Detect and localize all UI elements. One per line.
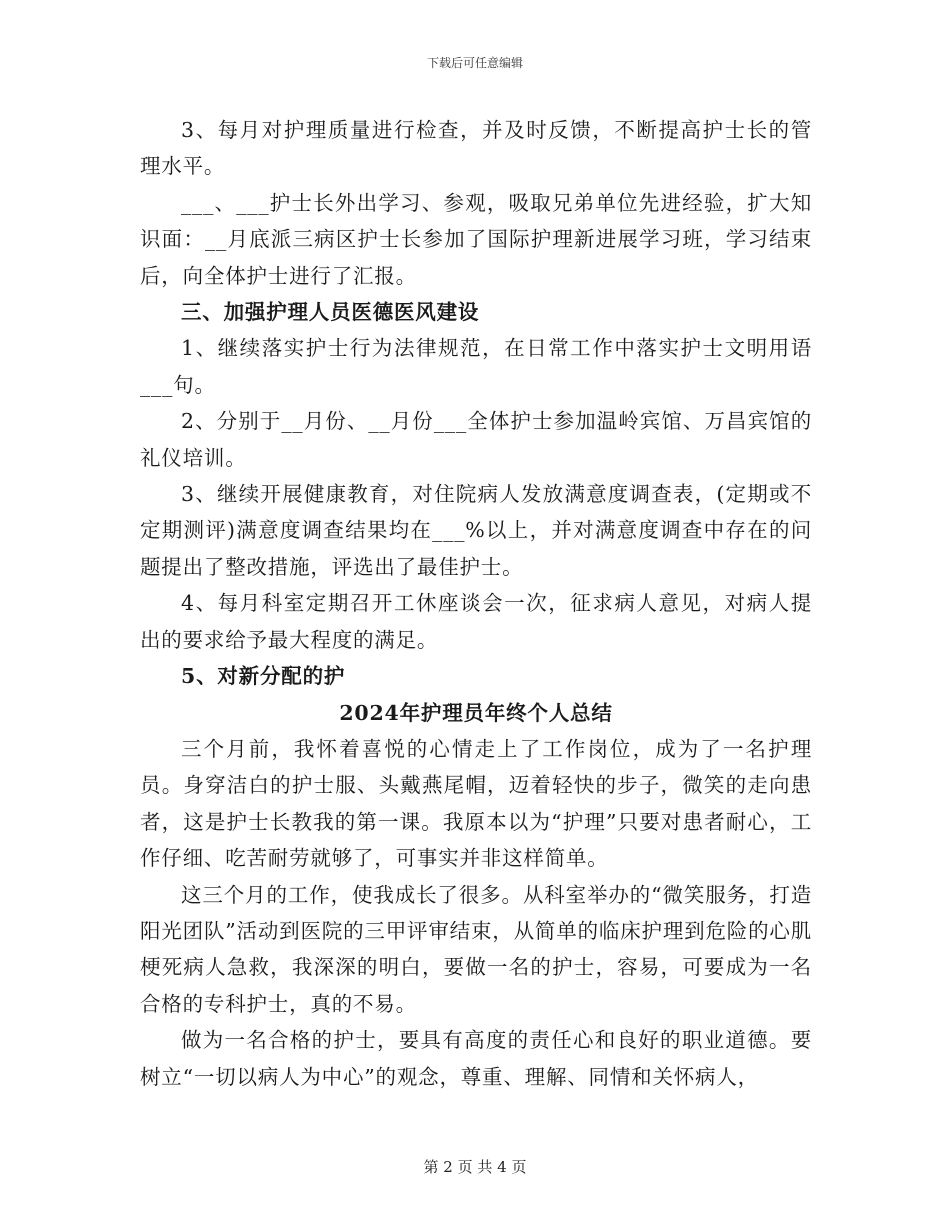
paragraph-quality-check: 3、每月对护理质量进行检查，并及时反馈，不断提高护士长的管理水平。 — [140, 118, 812, 179]
document-body — [140, 112, 812, 1095]
page-header-note: 下载后可任意编辑 — [426, 56, 523, 70]
paragraph-growth: 这三个月的工作，使我成长了很多。从科室举办的“微笑服务，打造阳光团队”活动到医院的三甲评审结束，从简单的临床护理到危险的心肌梗死病人急救，我深深的明白，要做一名的护士，容易，可要成为一名合格的专科护士，真的不易。 — [140, 882, 812, 1016]
section-heading-ethics: 三、加强护理人员医德医风建设 — [181, 300, 480, 325]
paragraph-health-education: 3、继续开展健康教育，对住院病人发放满意度调查表，(定期或不定期测评)满意度调查结果均在___%以上，并对满意度调查中存在的问题提出了整改措施，评选出了最佳护士。 — [140, 482, 812, 579]
page-number-footer: 第 2 页 共 4 页 — [423, 1158, 527, 1176]
paragraph-monthly-meeting: 4、每月科室定期召开工休座谈会一次，征求病人意见，对病人提出的要求给予最大程度的满足。 — [140, 591, 812, 652]
paragraph-etiquette-training: 2、分别于__月份、__月份___全体护士参加温岭宾馆、万昌宾馆的礼仪培训。 — [140, 409, 812, 470]
paragraph-external-study: ___、___护士长外出学习、参观，吸取兄弟单位先进经验，扩大知识面：__月底派三病区护士长参加了国际护理新进展学习班，学习结束后，向全体护士进行了汇报。 — [140, 190, 812, 288]
paragraph-three-months-ago: 三个月前，我怀着喜悦的心情走上了工作岗位，成为了一名护理员。身穿洁白的护士服、头戴燕尾帽，迈着轻快的步子，微笑的走向患者，这是护士长教我的第一课。我原本以为“护理”只要对患者耐心，工作仔细、吃苦耐劳就够了，可事实并非这样简单。 — [140, 736, 812, 871]
section-heading-new-nurses: 5、对新分配的护 — [181, 664, 346, 689]
paragraph-responsibility: 做为一名合格的护士，要具有高度的责任心和良好的职业道德。要树立“一切以病人为中心”的观念，尊重、理解、同情和关怀病人， — [140, 1028, 812, 1089]
paragraph-conduct-norms: 1、继续落实护士行为法律规范，在日常工作中落实护士文明用语___句。 — [140, 336, 812, 397]
document-title: 2024年护理员年终个人总结 — [339, 700, 613, 725]
